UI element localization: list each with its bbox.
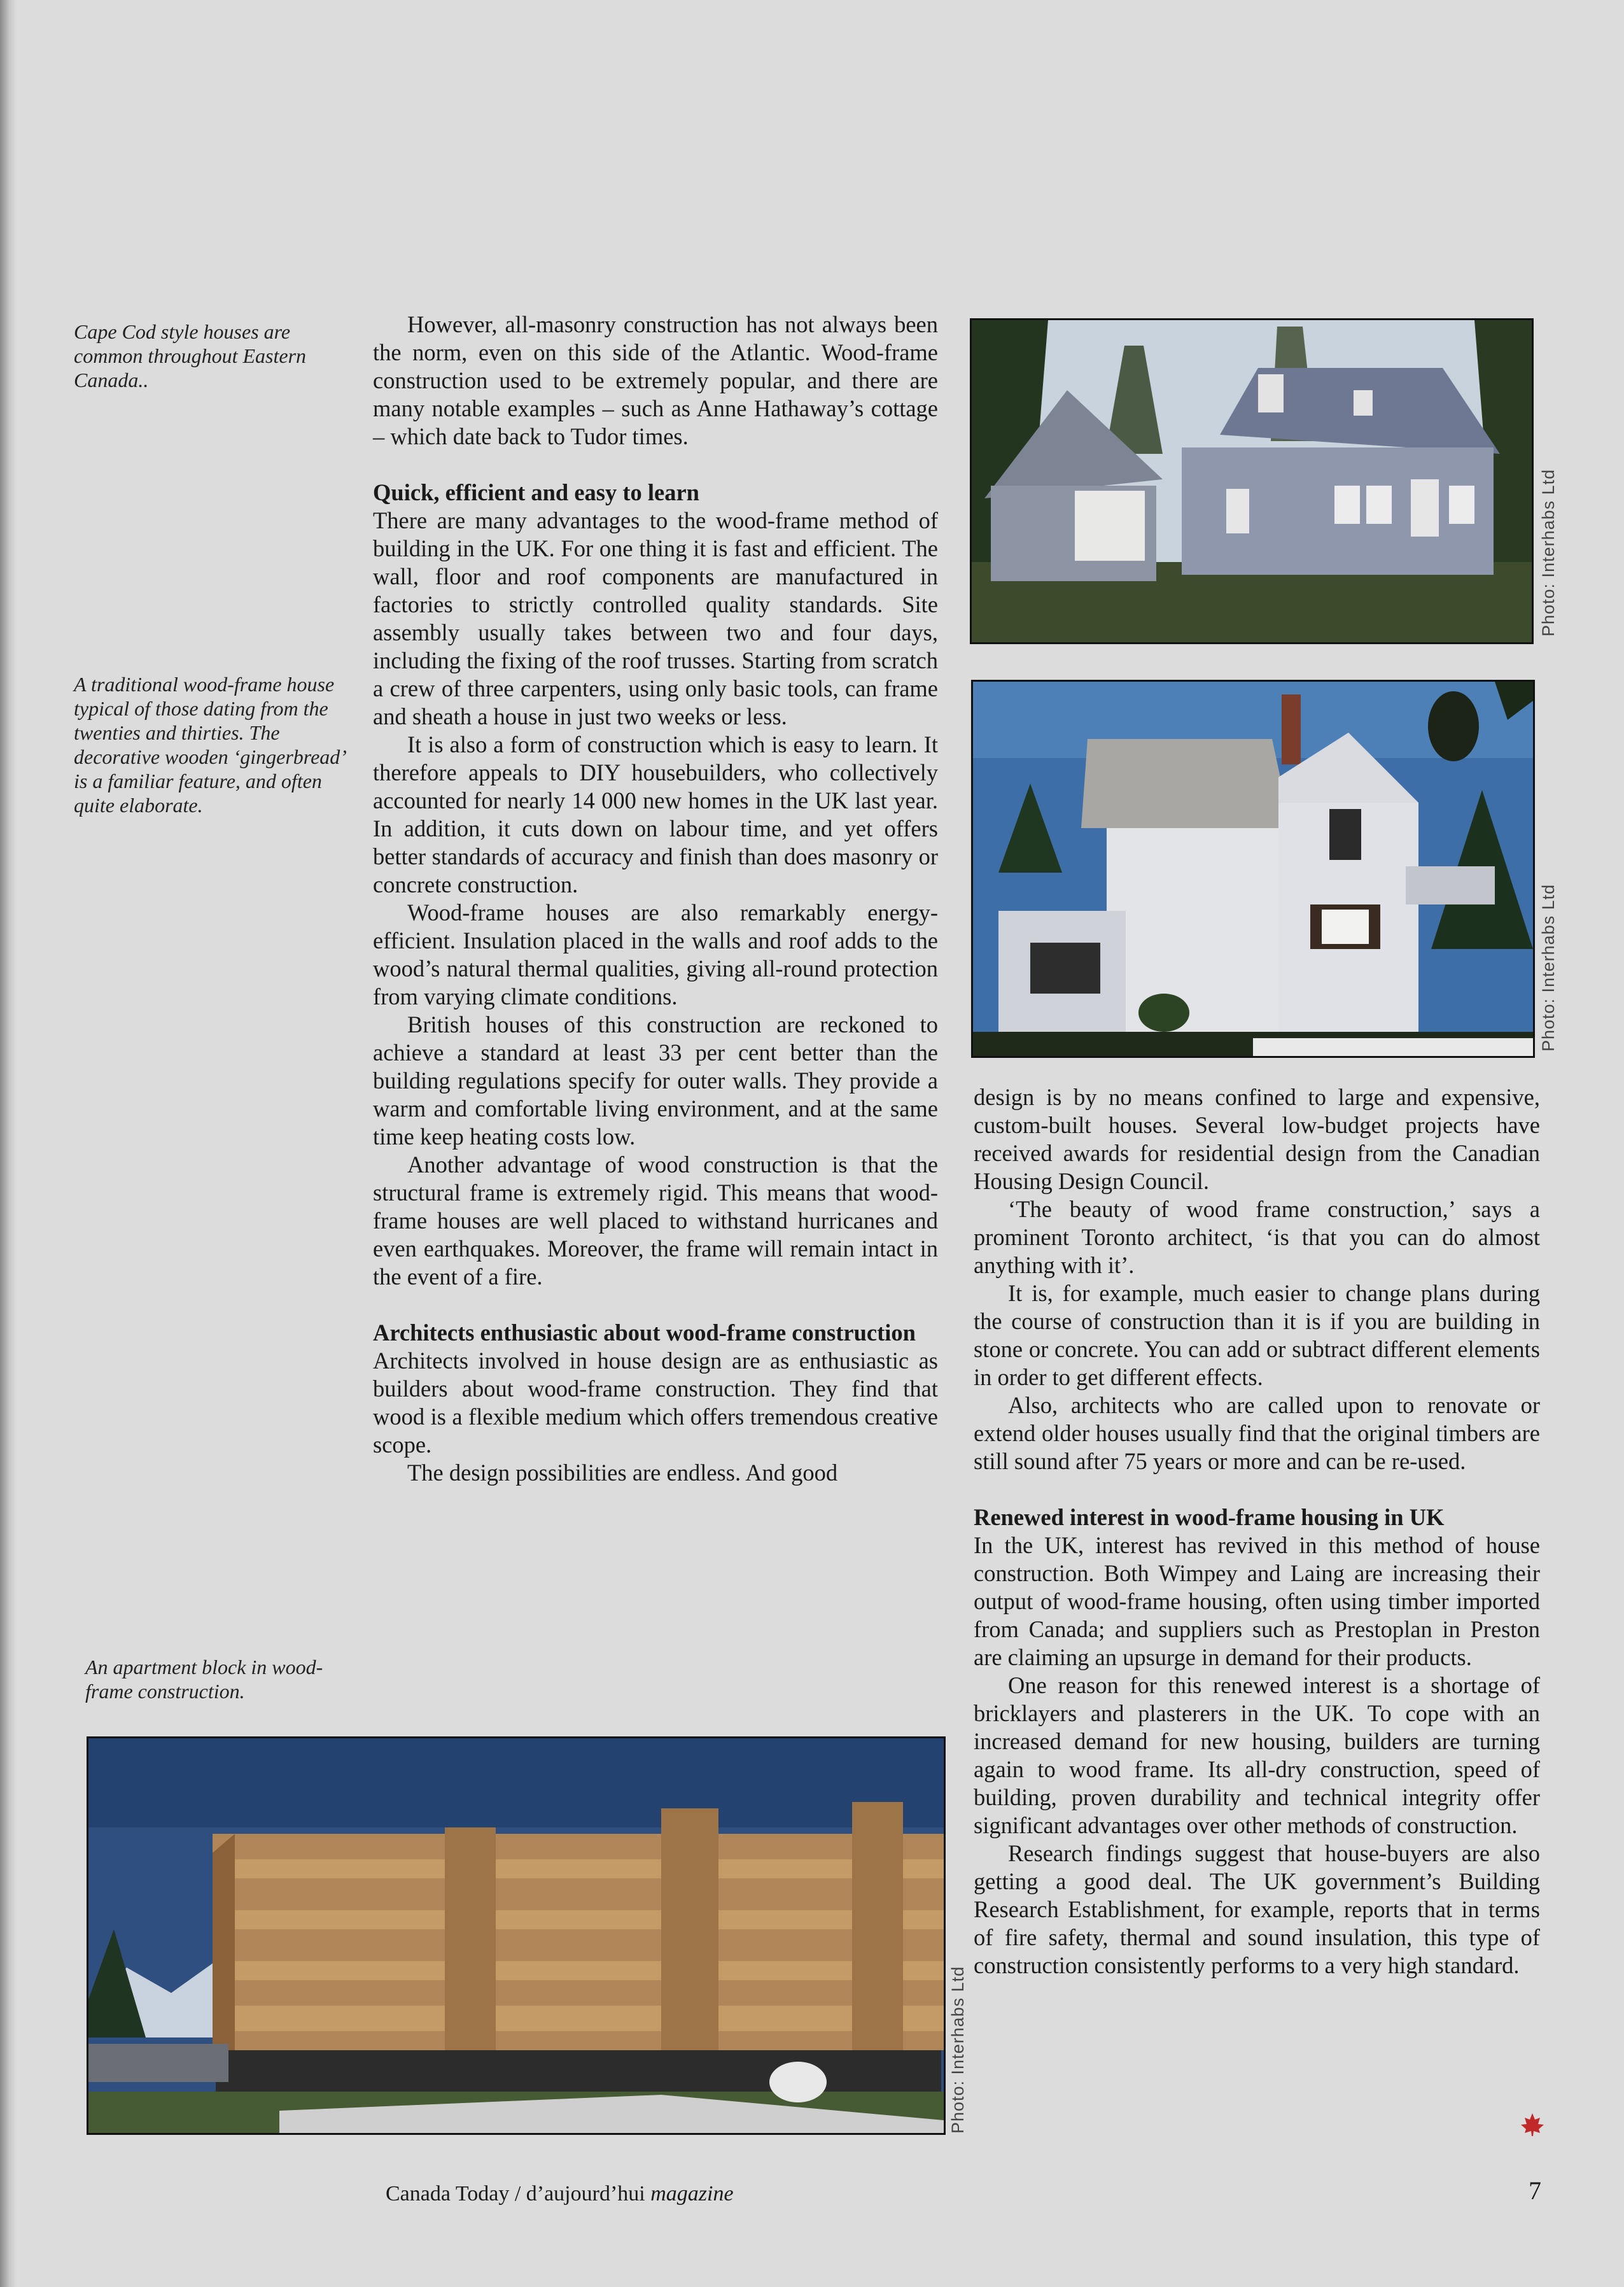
photo-traditional-house — [971, 680, 1535, 1058]
photo-credit: Photo: Interhabs Ltd — [1539, 468, 1558, 637]
paragraph: British houses of this construction are reckoned to achieve a standard at least 33 per cent better than the building regulations specify for outer walls. They provide a warm and comfortable living environment, and at the same time keep heating costs low. — [373, 1011, 938, 1150]
photo-apartment-block — [87, 1736, 946, 2135]
paragraph: There are many advantages to the wood-frame method of building in the UK. For one thing it is fast and efficient. The wall, floor and roof components are manufactured in factories to strictly controlled quality standards. Site assembly usually takes between two and four days, including the fixing of the roof trusses. Starting from scratch a crew of three carpenters, using only basic tools, can frame and sheath a house in just two weeks or less. — [373, 507, 938, 729]
maple-leaf-icon — [1520, 2112, 1545, 2137]
paragraph: However, all-masonry construction has not always been the norm, even on this side of the Atlantic. Wood-frame construction used to be extremely popular, and there are many notable examples – such as Anne Hathaway’s cottage – which date back to Tudor times. — [373, 311, 938, 449]
footer — [386, 2182, 734, 2206]
paragraph: One reason for this renewed interest is a shortage of bricklayers and plasterers in the UK. To cope with an increased demand for new housing, builders are turning again to wood frame. Its all-dry construction, speed of building, proven durability and technical integrity offer significant advantages over other methods of construction. — [974, 1672, 1540, 1838]
paragraph: It is also a form of construction which is easy to learn. It therefore appeals to DIY housebuilders, who collectively accounted for nearly 14 000 new homes in the UK last year. In addition, it cuts down on labour time, and yet offers better standards of accuracy and finish than does masonry or concrete construction. — [373, 731, 938, 897]
page-number: 7 — [1529, 2176, 1541, 2205]
photo-credit: Photo: Interhabs Ltd — [1539, 883, 1558, 1052]
subheading-renewed-interest: Renewed interest in wood-frame housing in UK — [974, 1504, 1445, 1530]
paragraph: design is by no means confined to large and expensive, custom-built houses. Several low-budget projects have received awards for residential design from the Canadian Housing Design Council. — [974, 1084, 1540, 1194]
paragraph: It is, for example, much easier to change plans during the course of construction than it is if you are building in stone or concrete. You can add or subtract different elements in order to get different effects. — [974, 1280, 1540, 1390]
paragraph: In the UK, interest has revived in this method of house construction. Both Wimpey and Laing are increasing their output of wood-frame housing, often using timber imported from Canada; and suppliers such as Prestoplan in Preston are claiming an upsurge in demand for their products. — [974, 1532, 1540, 1670]
paragraph: The design possibilities are endless. And good — [407, 1460, 838, 1486]
photo-cape-cod-house — [970, 318, 1534, 644]
page-spine — [0, 0, 17, 2287]
paragraph: ‘The beauty of wood frame construction,’ says a prominent Toronto architect, ‘is that you can do almost anything with it’. — [974, 1196, 1540, 1278]
article-column-1 — [373, 311, 938, 1487]
paragraph: Another advantage of wood construction is that the structural frame is extremely rigid. This means that wood-frame houses are well placed to withstand hurricanes and even earthquakes. Moreover, the frame will remain intact in the event of a fire. — [373, 1151, 938, 1290]
caption-apartment: An apartment block in wood-frame construction. — [85, 1656, 323, 1703]
subheading-quick-efficient: Quick, efficient and easy to learn — [373, 479, 699, 505]
photo-credit: Photo: Interhabs Ltd — [948, 1966, 967, 2134]
publication-name: Canada Today / d’aujourd’hui — [386, 2182, 645, 2206]
paragraph: Architects involved in house design are as enthusiastic as builders about wood-frame construction. They find that wood is a flexible medium which offers tremendous creative scope. — [373, 1348, 938, 1458]
paragraph: Wood-frame houses are also remarkably energy-efficient. Insulation placed in the walls and roof adds to the wood’s natural thermal qualities, giving all-round protection from varying climate conditions. — [373, 899, 938, 1010]
caption-cape-cod: Cape Cod style houses are common throughout Eastern Canada.. — [74, 320, 307, 391]
paragraph: Also, architects who are called upon to renovate or extend older houses usually find that the original timbers are still sound after 75 years or more and can be re-used. — [974, 1392, 1540, 1474]
article-column-2 — [974, 1083, 1540, 1980]
publication-magazine: magazine — [650, 2182, 734, 2206]
caption-traditional-house: A traditional wood-frame house typical of those dating from the twenties and thirties. The decorative wooden ‘gingerbread’ is a familiar feature, and often quite elaborate. — [74, 673, 345, 817]
paragraph: Research findings suggest that house-buyers are also getting a good deal. The UK government’s Building Research Establishment, for example, reports that in terms of fire safety, thermal and sound insulation, this type of construction consistently performs to a very high standard. — [974, 1840, 1540, 1978]
subheading-architects: Architects enthusiastic about wood-frame construction — [373, 1319, 916, 1346]
